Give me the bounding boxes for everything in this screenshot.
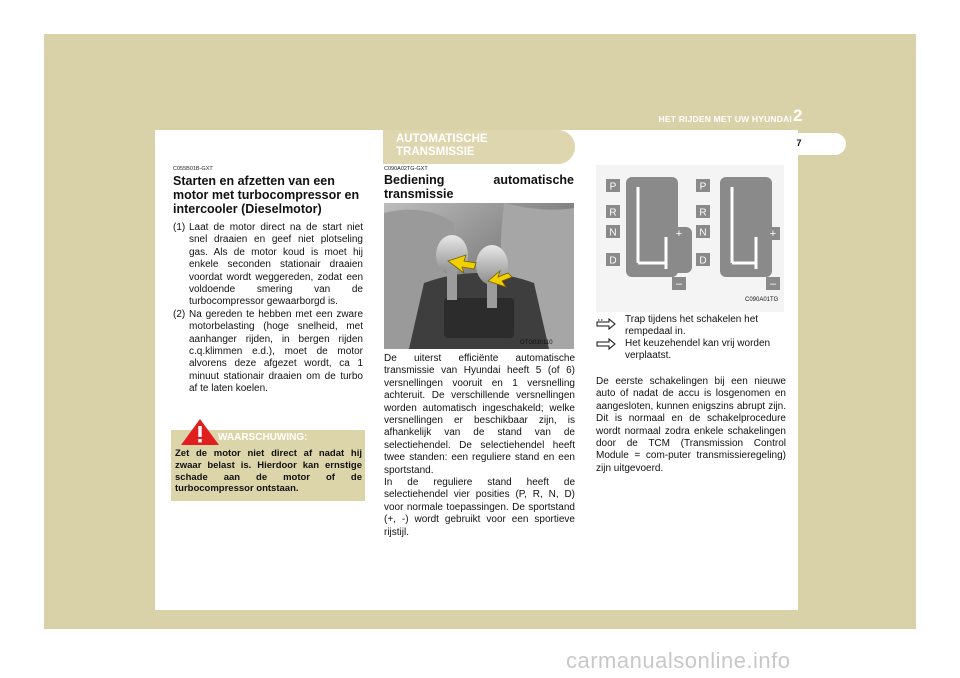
heading-text: Bediening automatische transmissie (384, 173, 574, 201)
list-number: (1) (173, 222, 186, 233)
section-code: C090A02TG-GXT (384, 166, 428, 172)
watermark: carmanualsonline.info (566, 648, 791, 673)
plus-label: + (769, 228, 777, 240)
gear-label: D (699, 255, 707, 267)
gear-label: N (609, 227, 617, 239)
minus-label: – (769, 278, 777, 290)
warning-triangle-icon (180, 418, 220, 446)
column-turbo (173, 166, 363, 396)
page-number-tab (776, 133, 846, 155)
page-number: 7 (796, 138, 802, 148)
list-item (173, 222, 363, 309)
transmission-heading (384, 173, 574, 201)
shift-note-body: De eerste schakelingen bij een nieuwe auto of nadat de accu is losgenomen en aangesloten, kunnen enigszins abrupt zijn. Dit is normaal en de schakelprocedure wordt normaal zodra enkele schakelingen door de TCM (Transmission Control Module = com-puter transmissieregeling) zijn uitgevoerd. (596, 376, 786, 474)
transmission-body: De uiterst efficiënte automatische transmissie van Hyundai heeft 5 (of 6) versnellingen vooruit en 1 versnelling achteruit. De verschillende versnellingen worden automatisch ingeschakeld; welke versnellingen er beschikbaar zijn, is afhankelijk van de stand van de selectiehendel. De selectiehendel heeft twee standen: een reguliere stand en een sportstand. In de reguliere stand heeft de selectiehendel vier posities (P, R, N, D) voor normale toepassingen. De sportstand (+, -) wordt gebruikt voor een sportieve rijstijl. (384, 353, 575, 538)
chapter-title: HET RIJDEN MET UW HYUNDAI (658, 114, 792, 124)
gear-label: P (609, 181, 617, 193)
legend-arrows-icon (595, 316, 617, 356)
shifter-illustration (384, 203, 574, 349)
gear-label: R (609, 207, 617, 219)
gear-label: R (699, 207, 707, 219)
gate-diagram (596, 165, 784, 312)
gear-label: N (699, 227, 707, 239)
turbo-instructions (173, 222, 363, 396)
photo-code: OTG030110 (520, 340, 553, 346)
diagram-code: C090A01TG (745, 297, 779, 303)
gear-label: P (699, 181, 707, 193)
section-title: AUTOMATISCHE TRANSMISSIE (396, 133, 488, 158)
chapter-number: 2 (793, 106, 803, 125)
column-transmission (384, 166, 574, 201)
shifter-photo (384, 203, 574, 349)
list-item (173, 309, 363, 396)
turbo-heading: Starten en afzetten van een motor met turbocompressor en intercooler (Dieselmotor) (173, 174, 360, 216)
plus-label: + (675, 228, 683, 240)
list-text: Laat de motor direct na de start niet snel draaien en geef niet plotseling gas. Als de motor koud is moet hij enkele seconden stationair draaien voordat wordt weggereden, zodat een voldoende smering van de turbocompressor gewaarborgd is. (189, 222, 363, 308)
section-code: C055B01B-GXT (173, 166, 213, 172)
shift-gate-illustration (596, 165, 784, 312)
gear-label: D (609, 255, 617, 267)
warning-text: Zet de motor niet direct af nadat hij zwaar belast is. Hierdoor kan ernstige schade aan de motor of de turbocompressor ontstaan. (175, 448, 362, 495)
legend-line-free: Het keuzehendel kan vrij worden verplaatst. (625, 338, 771, 361)
list-number: (2) (173, 308, 186, 320)
warning-title: WAARSCHUWING: (218, 432, 308, 443)
minus-label: – (675, 278, 683, 290)
legend-line-brake: Trap tijdens het schakelen het rempedaal in. (625, 314, 759, 337)
list-text: Na gereden te hebben met een zware motorbelasting (hoge snelheid, met aanhanger rijden, in bergen rijden c.q.klimmen e.d.), moet de motor alvorens deze afgezet wordt, ca 1 minuut stationair draaien om de turbo af te laten koelen. (189, 308, 363, 395)
diagram-legend (625, 314, 785, 362)
